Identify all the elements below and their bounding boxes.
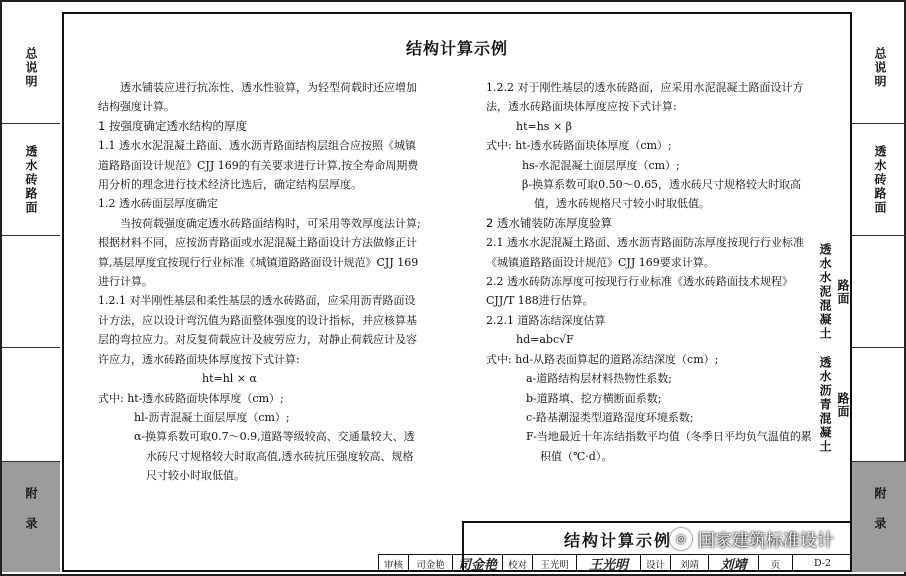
right-tab-general[interactable]: [852, 12, 906, 124]
left-tab-appendix[interactable]: [2, 462, 60, 572]
paragraph: 法，透水砖路面块体厚度应按下式计算:: [486, 100, 677, 114]
formula-definition: F-当地最近十年冻结指数平均值（冬季日平均负气温值的累: [526, 430, 812, 444]
check-label: 校对: [503, 555, 533, 572]
watermark-text: 国家建筑标准设计: [698, 531, 834, 551]
formula-definition: c-路基潮湿类型道路湿度环境系数;: [526, 410, 694, 424]
formula: hd=abc√F: [516, 333, 574, 347]
right-tab-label: 透水沥青混凝土: [818, 355, 832, 454]
left-tab-label: 附录: [24, 487, 38, 547]
formula-definition: b-道路填、挖方横断面系数;: [526, 391, 662, 405]
right-tab-sub: 路面: [836, 391, 850, 418]
page-label: 页: [759, 555, 793, 572]
right-tab-label: 总说明: [873, 46, 887, 89]
formula-definition: hs-水泥混凝土面层厚度（cm）;: [522, 158, 680, 172]
formula-definition: a-道路结构层材料热物性系数;: [526, 372, 672, 386]
paragraph: 进行计算。: [98, 275, 153, 289]
formula-definition: 尺寸较小时取低值。: [146, 469, 245, 483]
formula-definition: 式中: hd-从路表面算起的道路冻结深度（cm）;: [486, 352, 719, 366]
paragraph: 用分析的理念进行技术经济比选后，确定结构层厚度。: [98, 178, 362, 192]
right-tab-label: 透水砖路面: [873, 144, 887, 215]
left-tab-label: 透水砖路面: [24, 144, 38, 215]
paragraph: 结构强度计算。: [98, 100, 175, 114]
design-label: 设计: [641, 555, 671, 572]
subsection-heading: 1.2 透水砖面层厚度确定: [98, 197, 218, 211]
checker-signature: 王光明: [577, 555, 641, 572]
left-tab-concrete[interactable]: [2, 236, 60, 348]
paragraph: 1.1 透水水泥混凝土路面、透水沥青路面结构层组合应按照《城镇: [98, 139, 416, 153]
left-tab-asphalt[interactable]: [2, 348, 60, 462]
paragraph: 根据材料不同，应按沥青路面或水泥混凝土路面设计方法做修正计: [98, 236, 417, 250]
formula-definition: α-换算系数可取0.7～0.9,道路等级较高、交通量较大、透: [134, 430, 415, 444]
formula: ht=hs × β: [516, 119, 573, 133]
left-tab-brick[interactable]: [2, 124, 60, 236]
subsection-heading: 2.2.1 道路冻结深度估算: [486, 313, 606, 327]
left-index-column: [2, 12, 60, 572]
formula-definition: 积值（℃·d）。: [540, 449, 613, 463]
wechat-icon: ◎: [670, 528, 692, 550]
right-tab-label: 透水水泥混凝土: [818, 242, 832, 341]
paragraph: 1.2.1 对半刚性基层和柔性基层的透水砖路面，应采用沥青路面设: [98, 294, 416, 308]
right-tab-label: 附录: [873, 487, 887, 547]
paragraph: 算,基层厚度宜按现行行业标准《城镇道路路面设计规范》CJJ 169: [98, 255, 419, 269]
checker-name: 王光明: [533, 555, 577, 572]
right-tab-sub: 路面: [836, 278, 850, 305]
formula-definition: 水砖尺寸规格较大时取高值,透水砖抗压强度较高、规格: [146, 449, 414, 463]
left-tab-general[interactable]: [2, 12, 60, 124]
reviewer-name: 司金艳: [409, 555, 453, 572]
right-tab-concrete[interactable]: [818, 236, 906, 348]
paragraph: 层的弯拉应力。对反复荷载应计及疲劳应力，对静止荷载应计及容: [98, 333, 417, 347]
right-tab-brick[interactable]: [852, 124, 906, 236]
formula-definition: hl-沥青混凝土面层厚度（cm）;: [134, 410, 290, 424]
paragraph: 计方法，应以设计弯沉值为路面整体强度的设计指标，并应核算基: [98, 313, 417, 327]
formula-definition: 值，透水砖规格尺寸较小时取低值。: [534, 197, 710, 211]
formula-definition: β-换算系数可取0.50～0.65，透水砖尺寸规格较大时取高: [522, 178, 802, 192]
left-text-column: [98, 78, 468, 486]
paragraph: 透水铺装应进行抗冻性、透水性验算，为轻型荷载时还应增加: [120, 81, 417, 94]
formula: ht=hl × α: [202, 372, 257, 386]
paragraph: 《城镇道路路面设计规范》CJJ 169要求计算。: [486, 255, 715, 269]
paragraph: CJJ/T 188进行估算。: [486, 294, 594, 308]
right-text-column: [486, 78, 836, 466]
title-block-row: [378, 554, 852, 572]
reviewer-signature: 司金艳: [453, 555, 503, 572]
section-heading: 1 按强度确定透水结构的厚度: [98, 118, 247, 133]
watermark: [670, 526, 834, 551]
designer-signature: 刘靖: [709, 555, 759, 572]
page-number: D-2: [813, 558, 832, 569]
formula-definition: 式中: ht-透水砖路面块体厚度（cm）;: [486, 139, 672, 153]
left-tab-label: 总说明: [24, 46, 38, 89]
right-tab-asphalt[interactable]: [818, 348, 906, 462]
designer-name: 刘靖: [671, 555, 709, 572]
formula-definition: 式中: ht-透水砖路面块体厚度（cm）;: [98, 391, 284, 405]
paragraph: 1.2.2 对于刚性基层的透水砖路面，应采用水泥混凝土路面设计方: [486, 81, 804, 94]
paragraph: 当按荷载强度确定透水砖路面结构时，可采用等效厚度法计算;: [120, 216, 421, 230]
left-tab-sub: [0, 279, 3, 305]
left-tab-sub: [0, 392, 3, 418]
section-heading: 2 透水铺装防冻厚度验算: [486, 215, 612, 230]
paragraph: 许应力，透水砖路面块体厚度按下式计算:: [98, 352, 300, 366]
paragraph: 道路路面设计规范》CJJ 169的有关要求进行计算,按全寿命周期费: [98, 158, 419, 172]
title-block-title: 结构计算示例: [564, 531, 673, 550]
right-tab-appendix[interactable]: [852, 462, 906, 572]
paragraph: 2.2 透水砖防冻厚度可按现行行业标准《透水砖路面技术规程》: [486, 275, 793, 289]
page-title: 结构计算示例: [405, 39, 508, 58]
review-label: 审核: [379, 555, 409, 572]
paragraph: 2.1 透水水泥混凝土路面、透水沥青路面防冻厚度按现行行业标准: [486, 236, 804, 250]
